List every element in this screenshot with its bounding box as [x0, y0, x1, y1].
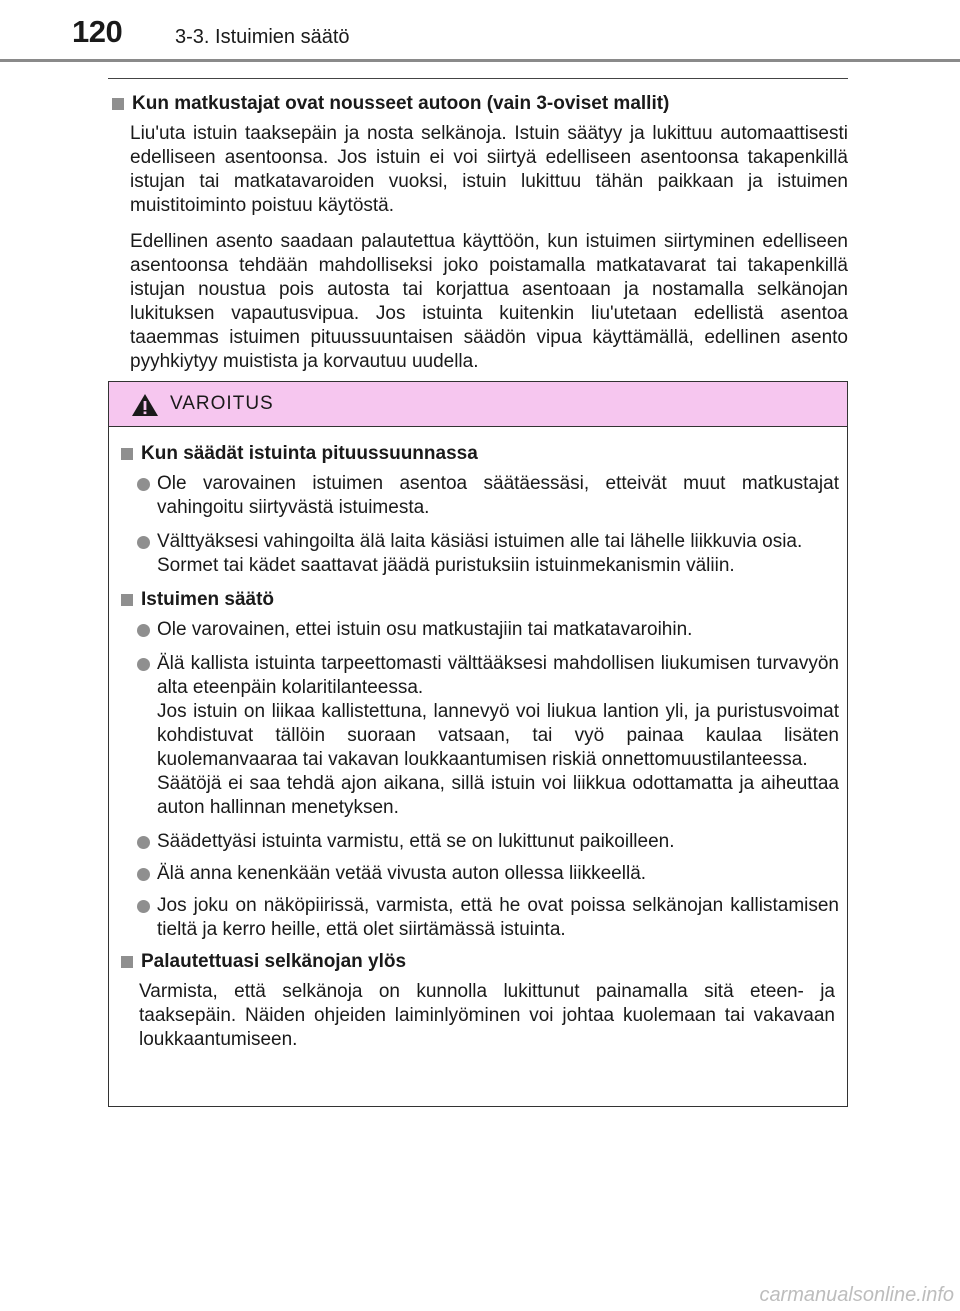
- bullet-text-group: [157, 530, 839, 578]
- section-paragraph-1: Liu'uta istuin taaksepäin ja nosta selkänoja. Istuin säätyy ja lukittuu automaattisesti edelliseen asentoonsa. Jos istuin ei voi siirtyä edelliseen asentoonsa takapenkillä istujan tai matkatavaroiden vuoksi, istuin lukittuu tähän paikkaan ja istuimen muistitoiminto poistuu käytöstä.: [130, 123, 848, 216]
- page-header: [0, 0, 960, 60]
- bullet-item: [137, 894, 839, 942]
- warning-title: VAROITUS: [170, 393, 274, 414]
- warning-subheading-2: [117, 588, 847, 612]
- section-heading: [108, 92, 848, 116]
- bullet-text: Ole varovainen istuimen asentoa säätäessäsi, etteivät muut matkustajat vahingoitu siirtyvästä istuimesta.: [157, 473, 839, 518]
- header-rule: [0, 59, 960, 62]
- round-bullet-icon: [137, 868, 150, 881]
- bullet-text: Sormet tai kädet saattavat jäädä puristuksiin istuinmekanismin väliin.: [157, 555, 735, 576]
- square-bullet-icon: [121, 956, 133, 968]
- square-bullet-icon: [121, 448, 133, 460]
- warning-subheading-1: [117, 442, 847, 466]
- subheading-text: Palautettuasi selkänojan ylös: [141, 951, 407, 972]
- bullet-text: Säätöjä ei saa tehdä ajon aikana, sillä istuin voi liikkua odottamatta ja aiheuttaa auton hallinnan menetyksen.: [157, 773, 839, 818]
- warning-body: [109, 442, 847, 1052]
- section-paragraph-2: Edellinen asento saadaan palautettua käyttöön, kun istuimen siirtyminen edelliseen asentoonsa tehdään mahdolliseksi joko poistamalla matkatavarat tai takapenkillä istujan noustua pois autosta tai korjattua asentoaan ja nostamalla selkänojan lukituksen vapautusvipua. Jos istuinta kuitenkin liu'utetaan edellistä asentoa taaemmas istuimen pituussuuntaisen säädön vipua käyttämällä, edellinen asento pyyhkiytyy muistista ja korvautuu uudella.: [130, 231, 848, 372]
- bullet-item: [137, 618, 839, 642]
- section-heading-text: Kun matkustajat ovat nousseet autoon (vain 3-oviset mallit): [132, 93, 670, 114]
- bullet-text: Säädettyäsi istuinta varmistu, että se on lukittunut paikoilleen.: [157, 831, 675, 852]
- page-number: 120: [72, 14, 123, 49]
- bullet-text-group: [157, 652, 839, 820]
- bullet-item: [137, 652, 839, 820]
- square-bullet-icon: [121, 594, 133, 606]
- round-bullet-icon: [137, 836, 150, 849]
- warning-box: [108, 381, 848, 1107]
- warning-triangle-icon: [131, 393, 159, 417]
- watermark: carmanualsonline.info: [759, 1284, 954, 1306]
- bullet-item: [137, 862, 839, 886]
- section-seat-memory: [108, 92, 848, 374]
- warning-paragraph: Varmista, että selkänoja on kunnolla lukittunut painamalla sitä eteen- ja taaksepäin. Näiden ohjeiden laiminlyöminen voi johtaa kuolemaan tai vakavaan loukkaantumiseen.: [139, 981, 835, 1050]
- warning-subheading-3: [117, 950, 847, 974]
- round-bullet-icon: [137, 624, 150, 637]
- bullet-item: [137, 530, 839, 578]
- bullet-text: Ole varovainen, ettei istuin osu matkustajiin tai matkatavaroihin.: [157, 619, 693, 640]
- bullet-text: Jos istuin on liikaa kallistettuna, lannevyö voi liukua lantion yli, ja puristusvoimat kohdistuvat tällöin suoraan vatsaan, tai vyö painaa kaulaa lisäten kuolemanvaaraa tai vakavan loukkaantumisen riskiä onnettomuustilanteessa.: [157, 701, 839, 770]
- bullet-text: Jos joku on näköpiirissä, varmista, että he ovat poissa selkänojan kallistamisen tieltä ja kerro heille, että olet siirtämässä istuinta.: [157, 895, 839, 940]
- round-bullet-icon: [137, 658, 150, 671]
- round-bullet-icon: [137, 478, 150, 491]
- bullet-text: Välttyäksesi vahingoilta älä laita käsiäsi istuimen alle tai lähelle liikkuvia osia.: [157, 531, 803, 552]
- subheading-text: Istuimen säätö: [141, 589, 275, 610]
- chapter-title: 3-3. Istuimien säätö: [175, 26, 350, 48]
- bullet-item: [137, 472, 839, 520]
- warning-header: [109, 382, 847, 427]
- subheading-text: Kun säädät istuinta pituussuunnassa: [141, 443, 478, 464]
- bullet-text: Älä kallista istuinta tarpeettomasti välttääksesi mahdollisen liukumisen turvavyön alta eteenpäin kolaritilanteessa.: [157, 653, 839, 698]
- bullet-text: Älä anna kenenkään vetää vivusta auton ollessa liikkeellä.: [157, 863, 647, 884]
- section-divider: [108, 78, 848, 79]
- round-bullet-icon: [137, 536, 150, 549]
- bullet-item: [137, 830, 839, 854]
- round-bullet-icon: [137, 900, 150, 913]
- square-bullet-icon: [112, 98, 124, 110]
